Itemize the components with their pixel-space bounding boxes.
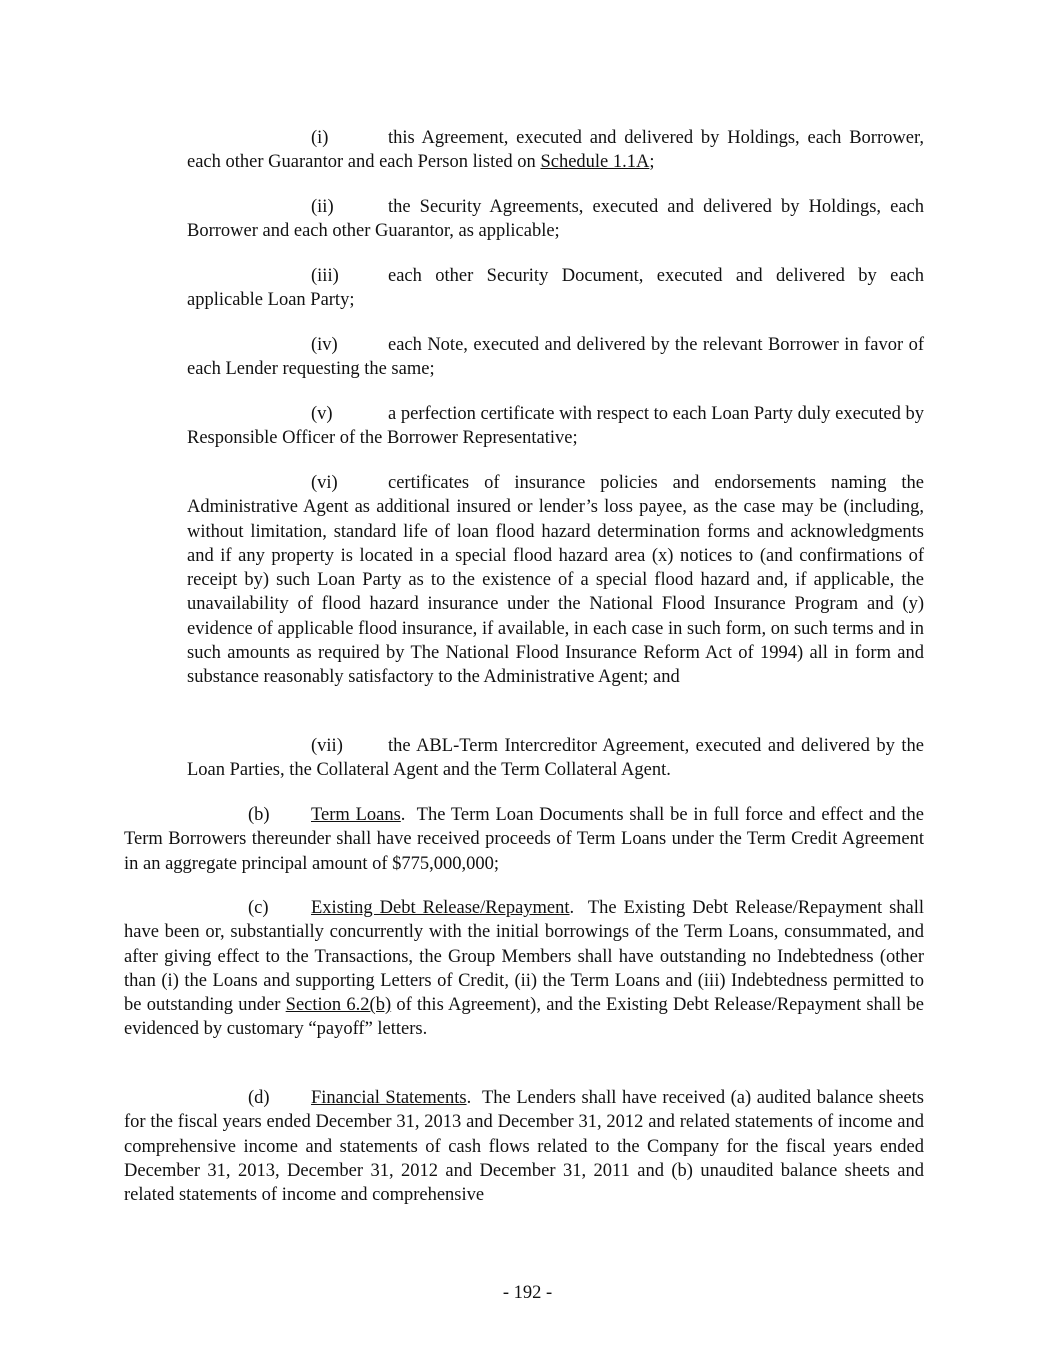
clause-text: each Note, executed and delivered by the relevant Borrower in favor of each Lender requesting the same; [187, 335, 924, 380]
clause-iii [187, 264, 924, 313]
heading-period: . [569, 898, 575, 918]
clause-iv [187, 333, 924, 382]
section-text: The Existing Debt Release/Repayment shall have been or, substantially concurrently with the initial borrowings of the Term Loans, consummated, and after giving effect to the Transactions, the Group Members shall have outstanding no Indebtedness (other than (i) the Loans and supporting Letters of Credit, (ii) the Term Loans and (iii) Indebtedness permitted to be outstanding under [124, 898, 925, 1016]
clause-text: this Agreement, executed and delivered by Holdings, each Borrower, each other Guarantor and each Person listed on [187, 128, 924, 173]
clause-marker: (ii) [311, 197, 334, 217]
clause-marker: (iii) [311, 266, 339, 286]
section-marker: (b) [248, 805, 270, 825]
clause-text: the Security Agreements, executed and delivered by Holdings, each Borrower and each other Guarantor, as applicable; [187, 197, 924, 242]
section-marker: (c) [248, 898, 269, 918]
heading-period: . [466, 1088, 472, 1108]
heading-period: . [400, 805, 406, 825]
clause-text: certificates of insurance policies and endorsements naming the Administrative Agent as additional insured or lender’s loss payee, as the case may be (including, without limitation, standard life of loan flood hazard determination forms and acknowledgments and if any property is located in a special flood hazard area (x) notices to (and confirmations of receipt by) such Loan Party as to the existence of a special flood hazard and, if applicable, the unavailability of flood hazard insurance under the National Flood Insurance Program and (y) evidence of applicable flood insurance, if available, in each case in such form, on such terms and in such amounts as required by The National Flood Insurance Reform Act of 1994) all in form and substance reasonably satisfactory to the Administrative Agent; and [187, 473, 924, 688]
section-heading: Financial Statements [311, 1088, 467, 1108]
section-heading: Existing Debt Release/Repayment [311, 898, 570, 918]
section-marker: (d) [248, 1088, 270, 1108]
section-heading: Term Loans [311, 805, 401, 825]
page-number: - 192 - [502, 1283, 553, 1303]
section-b [124, 803, 924, 876]
clause-marker: (vi) [311, 473, 338, 493]
clause-tail: ; [649, 152, 655, 173]
clause-marker: (iv) [311, 335, 338, 355]
clause-ii [187, 195, 924, 244]
section-d [124, 1086, 924, 1207]
clause-marker: (i) [311, 128, 329, 148]
section-tail: of this Agreement), and the Existing Debt Release/Repayment shall be evidenced by customary “payoff” letters. [124, 995, 924, 1040]
clause-i [187, 126, 924, 175]
clause-text: a perfection certificate with respect to each Loan Party duly executed by Responsible Officer of the Borrower Representative; [187, 404, 924, 449]
clause-vi [187, 471, 924, 690]
clause-text: the ABL-Term Intercreditor Agreement, executed and delivered by the Loan Parties, the Collateral Agent and the Term Collateral Agent. [187, 736, 924, 781]
section-text: The Term Loan Documents shall be in full force and effect and the Term Borrowers thereunder shall have received proceeds of Term Loans under the Term Credit Agreement in an aggregate principal amount of $775,000,000; [124, 805, 924, 874]
section-reference: Section 6.2(b) [285, 995, 392, 1016]
clause-marker: (v) [311, 404, 333, 424]
schedule-reference: Schedule 1.1A [540, 152, 650, 173]
clause-text: each other Security Document, executed and delivered by each applicable Loan Party; [187, 266, 924, 311]
clause-vii [187, 734, 924, 783]
clause-v [187, 402, 924, 451]
section-text: The Lenders shall have received (a) audited balance sheets for the fiscal years ended December 31, 2013 and December 31, 2012 and related statements of income and comprehensive income and statements of cash flows related to the Company for the fiscal years ended December 31, 2013, December 31, 2012 and December 31, 2011 and (b) unaudited balance sheets and related statements of income and comprehensive [124, 1088, 924, 1206]
clause-marker: (vii) [311, 736, 343, 756]
section-c [124, 896, 924, 1042]
